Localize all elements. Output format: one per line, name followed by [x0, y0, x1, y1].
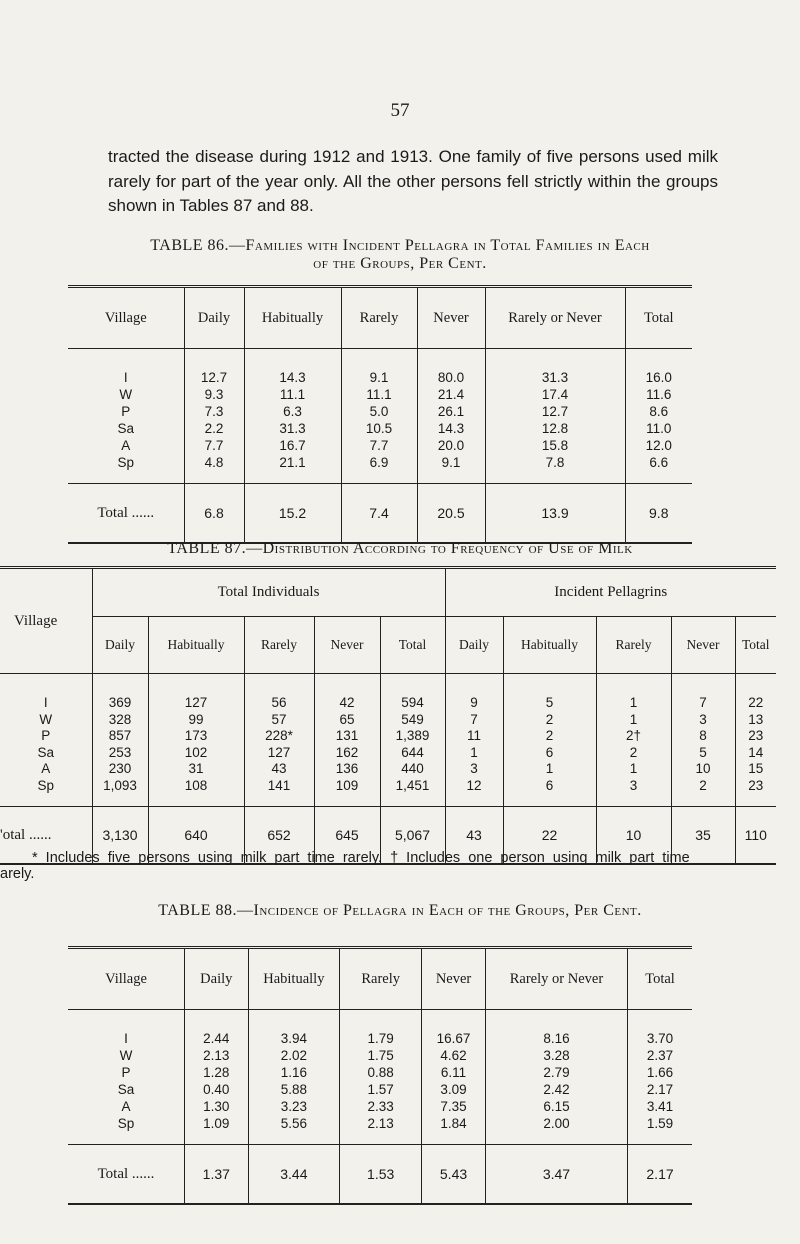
table87-cell: 10 [695, 761, 711, 776]
table87-total-label: 'otal ...... [0, 807, 92, 865]
table87-cell: 1,093 [103, 777, 137, 793]
table87-cell: 99 [188, 711, 204, 727]
table87-cell: 1 [470, 744, 478, 760]
table87-cell: 127 [184, 695, 208, 710]
table88-cell: P [121, 1065, 131, 1080]
table88-header-3: Rarely [340, 948, 422, 1010]
table86-cell: 20.0 [437, 438, 465, 453]
table88-cell: 0.88 [367, 1065, 394, 1080]
table86-total-cell: 15.2 [244, 484, 341, 544]
table87-cell: 56 [271, 695, 287, 710]
table88-cell: 3.94 [280, 1031, 307, 1046]
table86-total-label: Total ...... [68, 484, 184, 544]
table88-total-cell: 2.17 [628, 1145, 692, 1205]
table87-subheader-3: Never [314, 617, 380, 674]
table86-cell: 12.7 [541, 404, 569, 419]
table86-column-2 [244, 349, 341, 484]
table86-cell: 31.3 [541, 370, 569, 385]
table88-cell: I [124, 1031, 128, 1046]
table86-header-3: Rarely [341, 287, 417, 349]
table87-subheader-5: Daily [445, 617, 503, 674]
table86-cell: 7.3 [204, 404, 224, 419]
table88-column-3 [340, 1010, 422, 1145]
table86-column-0 [68, 349, 184, 484]
table88-cell: 8.16 [543, 1031, 570, 1046]
table87-cell: 8 [699, 728, 707, 743]
table88-column-5 [485, 1010, 627, 1145]
table87-subheader-4: Total [380, 617, 445, 674]
table87-total-cell: 110 [735, 807, 776, 865]
table87-total-cell: 22 [503, 807, 596, 865]
table87-title: TABLE 87.—Distribution According to Frequency of Use of Milk [167, 540, 633, 557]
table86-header-6: Total [625, 287, 692, 349]
table87-cell: 228* [265, 728, 293, 743]
table86-cell: 11.0 [646, 421, 672, 436]
footnote-line-1: * Includes five persons using milk part time rarely. † Includes one person using milk part time [32, 850, 690, 866]
table87-subheader-8: Never [671, 617, 735, 674]
table88-cell: 1.59 [646, 1116, 674, 1131]
table86-cell: 17.4 [541, 387, 569, 402]
table87-cell: 23 [748, 728, 764, 743]
table86-cell: 10.5 [365, 421, 393, 436]
table87-cell: 6 [545, 777, 554, 793]
intro-paragraph: tracted the disease during 1912 and 1913. One family of five persons used milk rarely for part of the year only. All the other persons fell strictly within the groups shown in Tables 87 and 88. [108, 147, 718, 215]
table87-column-9 [671, 674, 735, 807]
table87-cell: 644 [401, 744, 424, 760]
table86-total-cell: 7.4 [341, 484, 417, 544]
table87-total-cell: 645 [314, 807, 380, 865]
table88-cell: 2.02 [280, 1048, 307, 1063]
table88-cell: 4.62 [440, 1048, 467, 1063]
table86-cell: 2.2 [204, 421, 224, 436]
table88-column-4 [422, 1010, 486, 1145]
table87-group-header-total: Total Individuals [92, 568, 445, 617]
table87-cell: 12 [466, 777, 482, 793]
table88-header-2: Habitually [248, 948, 340, 1010]
table86-total-cell: 9.8 [625, 484, 692, 544]
table88-header-5: Rarely or Never [485, 948, 627, 1010]
table87-column-10 [735, 674, 776, 807]
table87-column-2 [148, 674, 244, 807]
table86-cell: 12.0 [645, 438, 672, 453]
table88-cell: 6.11 [440, 1065, 467, 1080]
table87-group-header-incident: Incident Pellagrins [445, 568, 776, 617]
table88-cell: 3.28 [543, 1048, 570, 1063]
table88-caption [0, 902, 800, 920]
table87-cell: 57 [271, 711, 287, 727]
table86-caption [0, 237, 800, 273]
table88-cell: 1.84 [440, 1116, 467, 1131]
table86-cell: 11.1 [279, 387, 306, 402]
table88-header-6: Total [628, 948, 692, 1010]
table88-cell: Sp [117, 1116, 135, 1131]
table87-cell: 14 [748, 744, 764, 760]
table87-column-3 [244, 674, 314, 807]
table87-cell: 9 [470, 695, 478, 710]
table86-cell: 9.3 [204, 387, 224, 402]
table88-column-6 [628, 1010, 692, 1145]
table87-cell: 15 [748, 761, 764, 776]
table87-total-cell: 5,067 [380, 807, 445, 865]
table87-total-cell: 43 [445, 807, 503, 865]
table86-cell: 12.8 [541, 421, 569, 436]
table86-cell: 14.3 [279, 370, 306, 385]
table87-total-cell: 3,130 [92, 807, 148, 865]
table87-cell: 2† [625, 728, 642, 743]
table87-footnote [0, 850, 780, 882]
table87-total-cell: 640 [148, 807, 244, 865]
table88-cell: 2.79 [543, 1065, 570, 1080]
table88-title: TABLE 88.—Incidence of Pellagra in Each of the Groups, Per Cent. [158, 902, 642, 919]
table87-cell: 11 [466, 728, 481, 743]
table87-cell: Sa [37, 744, 54, 760]
table87-cell: 141 [267, 777, 291, 793]
table87-cell: 2 [629, 744, 638, 760]
table87-subheader-6: Habitually [503, 617, 596, 674]
table88-total-cell: 3.47 [485, 1145, 627, 1205]
table86-cell: 6.6 [649, 455, 669, 470]
table86-cell: 16.0 [645, 370, 672, 385]
table87-subheader-2: Rarely [244, 617, 314, 674]
table88-cell: 16.67 [436, 1031, 471, 1046]
table86-cell: 16.7 [279, 438, 306, 453]
table86-cell: 11.6 [646, 387, 672, 402]
table87-cell: 1,389 [395, 728, 430, 743]
table86-column-1 [184, 349, 244, 484]
table87-caption [0, 540, 800, 558]
table86-cell: 9.1 [369, 370, 389, 385]
table86-cell: W [119, 387, 133, 402]
table87-subheader-1: Habitually [148, 617, 244, 674]
table87-total-cell: 35 [671, 807, 735, 865]
table86 [68, 285, 692, 544]
table88-cell: 0.40 [203, 1082, 230, 1097]
table87-cell: 1 [629, 761, 638, 776]
table86-total-cell: 20.5 [417, 484, 485, 544]
table87-cell: 131 [335, 728, 359, 743]
table87-total-cell: 10 [596, 807, 671, 865]
table86-cell: 7.7 [204, 438, 224, 453]
table87-cell: 328 [108, 711, 132, 727]
table86-cell: 12.7 [200, 370, 228, 385]
table87-cell: 136 [335, 761, 359, 776]
table88-cell: 1.16 [280, 1065, 307, 1080]
table87-subheader-0: Daily [92, 617, 148, 674]
table87-cell: W [39, 711, 53, 727]
table87-cell: 31 [188, 761, 204, 776]
table86-cell: Sp [117, 455, 134, 470]
table87-column-7 [503, 674, 596, 807]
table88-total-cell: 3.44 [248, 1145, 340, 1205]
table86-subtitle: of the Groups, Per Cent. [313, 255, 487, 272]
table88-total-cell: 5.43 [422, 1145, 486, 1205]
table87-column-6 [445, 674, 503, 807]
table87-cell: 1 [545, 761, 554, 776]
table88-cell: 3.70 [646, 1031, 674, 1046]
table88-cell: 7.35 [440, 1099, 467, 1114]
table86-cell: 7.7 [369, 438, 389, 453]
table86-cell: 6.3 [283, 404, 302, 419]
table88-cell: 1.79 [367, 1031, 394, 1046]
table86-cell: 21.4 [437, 387, 465, 402]
table88-cell: A [121, 1099, 131, 1114]
table86-cell: 5.0 [369, 404, 389, 419]
table88-cell: 5.56 [280, 1116, 307, 1131]
table87-cell: 108 [184, 777, 208, 793]
table88-cell: 2.00 [543, 1116, 570, 1131]
table88-cell: W [119, 1048, 133, 1063]
table87-cell: 369 [108, 695, 132, 710]
table88 [68, 946, 692, 1205]
table87-cell: 7 [699, 695, 707, 710]
table88-cell: 2.17 [646, 1082, 674, 1097]
table87-subheader-9: Total [735, 617, 776, 674]
table87-cell: 13 [748, 711, 764, 727]
table88-cell: 3.23 [280, 1099, 307, 1114]
table87-village-header: Village [0, 568, 92, 674]
table88-cell: 1.75 [367, 1048, 394, 1063]
table87-cell: 162 [335, 744, 359, 760]
table86-header-2: Habitually [244, 287, 341, 349]
table87-cell: P [41, 728, 51, 743]
table87-cell: 5 [545, 695, 554, 710]
table86-cell: I [123, 370, 128, 385]
table87-cell: 2 [545, 711, 554, 727]
table87-cell: 253 [108, 744, 132, 760]
table87-subheader-7: Rarely [596, 617, 671, 674]
table88-header-1: Daily [185, 948, 249, 1010]
table87-total-cell: 652 [244, 807, 314, 865]
table86-cell: 14.3 [437, 421, 465, 436]
table87-cell: A [41, 761, 51, 776]
table88-cell: 1.57 [367, 1082, 394, 1097]
table87-cell: 43 [271, 761, 287, 776]
table86-header-5: Rarely or Never [485, 287, 625, 349]
table86-cell: 11.1 [366, 387, 392, 402]
table86-cell: 4.8 [204, 455, 224, 470]
table88-column-2 [248, 1010, 340, 1145]
table87-column-8 [596, 674, 671, 807]
table87-cell: 594 [401, 695, 424, 710]
table87-cell: 102 [184, 744, 208, 760]
table87 [0, 566, 776, 865]
table86-cell: A [121, 438, 131, 453]
table88-cell: 3.09 [440, 1082, 467, 1097]
table87-column-5 [380, 674, 445, 807]
table88-total-label: Total ...... [68, 1145, 185, 1205]
table88-header-4: Never [422, 948, 486, 1010]
table86-title: TABLE 86.—Families with Incident Pellagra in Total Families in Each [150, 237, 650, 254]
table88-total-cell: 1.53 [340, 1145, 422, 1205]
table88-cell: 2.13 [367, 1116, 394, 1131]
table87-cell: 65 [339, 711, 355, 727]
table87-cell: 3 [470, 761, 478, 776]
table86-header-4: Never [417, 287, 485, 349]
table87-cell: 173 [184, 728, 208, 743]
table86-cell: 26.1 [437, 404, 465, 419]
table86-column-3 [341, 349, 417, 484]
table87-cell: 127 [267, 744, 291, 760]
table88-column-0 [68, 1010, 185, 1145]
table86-cell: P [121, 404, 131, 419]
table87-cell: 5 [699, 744, 707, 760]
table87-column-0 [0, 674, 92, 807]
table88-column-1 [185, 1010, 249, 1145]
table87-cell: 42 [339, 695, 355, 710]
table88-cell: 2.44 [203, 1031, 230, 1046]
table86-cell: 31.3 [279, 421, 306, 436]
table87-cell: I [43, 695, 48, 710]
table87-cell: 230 [108, 761, 132, 776]
table88-cell: 2.13 [203, 1048, 230, 1063]
table86-cell: Sa [117, 421, 134, 436]
table87-cell: 549 [401, 711, 424, 727]
table88-cell: 1.30 [203, 1099, 230, 1114]
table88-cell: 1.28 [203, 1065, 230, 1080]
table86-column-6 [625, 349, 692, 484]
table86-cell: 6.9 [369, 455, 389, 470]
table86-header-1: Daily [184, 287, 244, 349]
table87-cell: 6 [545, 744, 554, 760]
table87-column-1 [92, 674, 148, 807]
table88-total-cell: 1.37 [185, 1145, 249, 1205]
table86-column-5 [485, 349, 625, 484]
table88-cell: 1.09 [203, 1116, 230, 1131]
table88-cell: 6.15 [543, 1099, 570, 1114]
table87-cell: 2 [699, 777, 707, 793]
page-number: 57 [390, 100, 410, 121]
table87-cell: 1 [629, 695, 638, 710]
table87-cell: 2 [545, 728, 554, 743]
table86-cell: 8.6 [649, 404, 669, 419]
table87-cell: 440 [401, 761, 424, 776]
table87-cell: 1,451 [395, 777, 430, 793]
table87-cell: Sp [37, 777, 54, 793]
table88-cell: 2.37 [646, 1048, 674, 1063]
table88-cell: 5.88 [280, 1082, 307, 1097]
table87-cell: 857 [108, 728, 132, 743]
table86-cell: 21.1 [279, 455, 306, 470]
table87-cell: 22 [748, 695, 764, 710]
table87-cell: 23 [748, 777, 764, 793]
table88-cell: Sa [117, 1082, 135, 1097]
table87-cell: 7 [470, 711, 478, 727]
table86-cell: 80.0 [437, 370, 465, 385]
table88-cell: 2.42 [543, 1082, 570, 1097]
table86-total-cell: 13.9 [485, 484, 625, 544]
table87-cell: 109 [335, 777, 359, 793]
footnote-line-2: arely. [0, 866, 35, 882]
table86-cell: 9.1 [441, 455, 461, 470]
table87-cell: 1 [629, 711, 638, 727]
table86-column-4 [417, 349, 485, 484]
table88-cell: 1.66 [646, 1065, 674, 1080]
table86-cell: 15.8 [541, 438, 569, 453]
table86-total-cell: 6.8 [184, 484, 244, 544]
table88-cell: 2.33 [367, 1099, 394, 1114]
table87-cell: 3 [629, 777, 638, 793]
table86-cell: 7.8 [545, 455, 565, 470]
table88-cell: 3.41 [646, 1099, 674, 1114]
table87-cell: 3 [699, 711, 707, 727]
table88-header-0: Village [68, 948, 185, 1010]
table86-header-0: Village [68, 287, 184, 349]
table87-column-4 [314, 674, 380, 807]
